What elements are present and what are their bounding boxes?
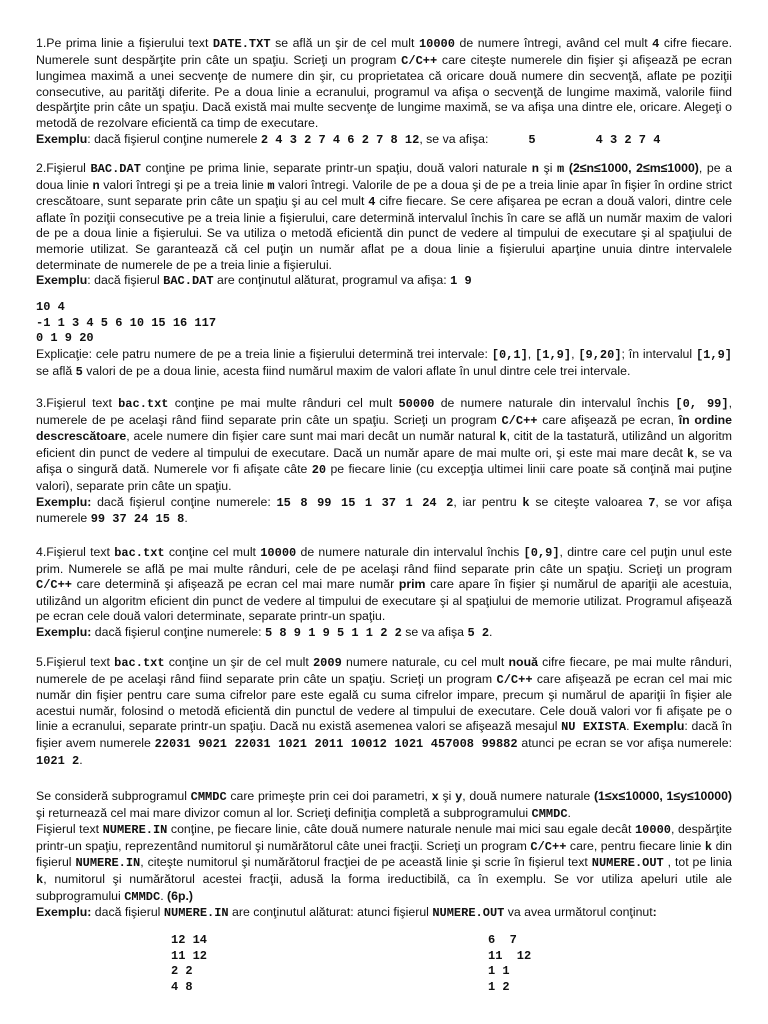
file-line: 2 2 xyxy=(171,964,193,979)
text: de numere întregi, având cel mult xyxy=(454,36,653,50)
text: valori întregi. Valorile de pe a doua şi de pe a treia linie apar în fişier în ordine strict crescătoare, sunt separate prin câte un spaţiu şi au cel mult xyxy=(36,177,732,209)
text: se citeşte valoarea xyxy=(529,494,649,509)
range: (1≤x≤10000, xyxy=(593,789,663,803)
text: , tot pe linia xyxy=(663,855,733,870)
problem-3 xyxy=(36,396,732,528)
text: care afişează pe ecran cel mai mic număr din fişier pentru care suma cifrelor pare este egală cu suma cifrelor impare, precum şi numărul de apariţii în fişier ale acestui număr, folosind o metodă eficientă din punctul de vedere al timpului de executare. Cele două valori vor fi afişate pe o linie a ecranului, separate printr-un spaţiu. Dacă nu există asemenea valori se afişează mesajul xyxy=(36,671,732,734)
text: atunci pe ecran se vor afişa numerele: xyxy=(517,735,732,750)
text: care primeşte prin cei doi parametri, xyxy=(226,789,432,803)
text: dacă fişierul conţine numerele: xyxy=(91,624,265,639)
example-label: Exemplu xyxy=(633,719,685,734)
variable: x xyxy=(431,790,439,804)
variable: k xyxy=(522,495,530,510)
filename: bac.txt xyxy=(114,656,165,670)
text: , numerele de pe acelaşi rând fiind separate prin câte un spaţiu. Scrieţi un program xyxy=(36,396,732,427)
text: , se va afişa o singură dată. Numerele vor fi afişate câte xyxy=(36,445,732,477)
number: 50000 xyxy=(398,397,435,411)
variable: k xyxy=(687,446,695,461)
text: , acele numere din fişier care sunt mai mari decât un număr natural xyxy=(126,429,500,444)
text: şi xyxy=(438,789,456,803)
text: 2.Fişierul xyxy=(36,161,91,175)
text: Fişierul text xyxy=(36,822,103,837)
problem-5 xyxy=(36,655,732,769)
number: 20 xyxy=(311,463,327,478)
example-output: 1 9 xyxy=(450,274,472,289)
text: , se va afişa: xyxy=(419,131,489,146)
emphasis: nouă xyxy=(508,655,538,669)
text: numere naturale, cu cel mult xyxy=(341,655,509,669)
example-label: Exemplu: xyxy=(36,624,92,639)
problem-1 xyxy=(36,36,732,148)
text: Explicaţie: cele patru numere de pe a treia linie a fişierului determină trei intervale: xyxy=(36,347,492,361)
filename: NUMERE.IN xyxy=(102,823,168,838)
file-line: -1 1 3 4 5 6 10 15 16 117 xyxy=(36,315,217,330)
example-output: 1021 2 xyxy=(36,753,80,768)
text: : dacă fişierul conţine numerele xyxy=(87,131,261,146)
text: . xyxy=(567,805,571,820)
input-file-content xyxy=(171,933,207,995)
text: pe fiecare linie (cu excepţia ultimei linii care poate să conţină mai puţine valori), separate prin câte un spaţiu. xyxy=(36,462,732,493)
interval: [1,9] xyxy=(695,348,732,362)
text: : xyxy=(652,905,657,920)
text: 3.Fişierul text xyxy=(36,396,119,410)
range: 2≤m≤1000) xyxy=(636,161,699,175)
variable: k xyxy=(499,430,507,445)
variable: k xyxy=(36,872,44,887)
file-line: 6 7 xyxy=(488,933,517,947)
text: conţine cel mult xyxy=(164,545,261,559)
number: 4 xyxy=(652,37,660,51)
text: conţine pe prima linie, separate printr-un spaţiu, două valori naturale xyxy=(140,161,532,175)
problem-6 xyxy=(36,789,732,922)
text: dacă fişierul conţine numerele: xyxy=(91,494,277,509)
variable: n xyxy=(92,178,100,193)
points: (6p.) xyxy=(167,888,194,903)
text: care determină şi afişează pe ecran cel mai mare număr xyxy=(72,577,399,592)
text: . xyxy=(160,888,168,903)
text: , xyxy=(571,347,579,361)
text: valori întregi şi pe a treia linie xyxy=(99,177,268,192)
interval: [0, 99] xyxy=(675,397,729,411)
text: dacă fişierul xyxy=(91,905,164,920)
text: , pe a doua linie xyxy=(36,161,732,192)
emphasis: în ordine descrescătoare xyxy=(36,412,732,444)
text: , numitorul şi numărătorul acestei fracţii, adusă la forma ireductibilă, ca în exemplu. Se vor utiliza apeluri utile ale subprogramului xyxy=(36,871,732,903)
file-line: 11 12 xyxy=(171,948,208,963)
example-file-content xyxy=(36,300,216,347)
problem-4 xyxy=(36,545,732,642)
text: şi returnează cel mai mare divizor comun al lor. Scrieţi definiţia completă a subprogramului xyxy=(36,805,532,820)
file-line: 4 8 xyxy=(171,979,193,994)
filename: bac.txt xyxy=(114,546,165,560)
text: . xyxy=(79,752,83,767)
range: (2≤n≤1000, xyxy=(568,161,632,175)
text: conţine pe mai multe rânduri cel mult xyxy=(168,396,399,410)
function-name: CMMDC xyxy=(124,889,161,904)
number: 4 xyxy=(368,195,376,210)
variable: y xyxy=(455,790,463,804)
text: 4.Fişierul text xyxy=(36,545,115,559)
number: 7 xyxy=(648,495,656,510)
text: din fişierul xyxy=(36,838,732,870)
text: Se consideră subprogramul xyxy=(36,789,191,803)
text: şi xyxy=(538,161,558,175)
text: conţine, pe fiecare linie, câte două numere naturale nenule mai mici sau egale decât xyxy=(167,822,635,837)
language: C/C++ xyxy=(496,672,533,687)
text: care citeşte numerele din fişier şi afişează pe ecran lungimea maximă a unei secvenţe de numere din şir, cu proprietatea că oricare două numere din secvenţă, aflate pe poziţii consecutive, au parităţi diferite. Pe a doua linie a ecranului, programul va afişa o secvenţă de lungime maximă, valorile fiind despărţite prin câte un spaţiu. Dacă există mai multe secvenţe de lungime maximă, se va afişa una dintre ele, oricare. Alegeţi o metodă de rezolvare eficientă ca timp de executare. xyxy=(36,52,732,130)
text: . xyxy=(184,511,188,526)
filename: NUMERE.OUT xyxy=(591,856,664,871)
text: de numere naturale din intervalul închis xyxy=(434,396,676,410)
example-label: Exemplu xyxy=(36,273,88,288)
variable: m xyxy=(267,178,275,193)
interval: [0,1] xyxy=(491,348,528,362)
text: . xyxy=(489,624,493,639)
text: , dintre care cel puţin unul este prim. Numerele se află pe mai multe rânduri, cele de pe acelaşi rând fiind separate prin câte un spaţiu. Scrieţi un program xyxy=(36,545,732,576)
output-file-content xyxy=(488,933,531,995)
language: C/C++ xyxy=(36,578,73,593)
example-output: 5 xyxy=(528,132,536,147)
filename: NUMERE.IN xyxy=(75,856,141,871)
text: se va afişa xyxy=(401,624,468,639)
function-name: CMMDC xyxy=(531,806,568,821)
variable: n xyxy=(531,162,539,176)
text: , citit de la tastatură, utilizând un algoritm eficient din punct de vedere al timpului de executare. Dacă un număr apare de mai multe ori, şi este mai mare decât xyxy=(36,429,732,460)
number: 5 xyxy=(75,364,83,379)
text: : dacă în fişier avem numerele xyxy=(36,719,733,750)
text: are conţinutul alăturat, programul va afişa: xyxy=(213,273,451,288)
filename: NUMERE.IN xyxy=(163,906,229,921)
interval: [9,20] xyxy=(578,348,622,362)
text: , se vor afişa numerele xyxy=(36,494,732,526)
example-input: 2 4 3 2 7 4 6 2 7 8 12 xyxy=(260,132,420,147)
text: conţine un şir de cel mult xyxy=(164,655,313,669)
example-output: 99 37 24 15 8 xyxy=(90,512,185,527)
text: 5.Fişierul text xyxy=(36,655,115,669)
number: 10000 xyxy=(634,823,671,838)
text: cifre fiecare. Se cere afişarea pe ecran a două valori, dintre cele aflate în poziţii consecutive pe a treia linie a fişierului, care determină intervalul închis în care se află un număr maxim de valori de pe a doua linie a fişierului. Se va utiliza o metodă eficientă din punct de vedere al timpului de executare şi al spaţiului de memorie utilizat. Se garantează că cel puţin un număr aflat pe a doua linie a fişierului aparţine unuia dintre intervalele determinate de numerele de pe a treia linie a fişierului. xyxy=(36,194,732,272)
filename: BAC.DAT xyxy=(90,162,141,176)
file-line: 1 1 xyxy=(488,964,510,979)
text: cifre fiecare. Numerele sunt despărţite prin câte un spaţiu. Scrieţi un program xyxy=(36,36,732,67)
text: se află xyxy=(36,363,76,378)
file-line: 0 1 9 20 xyxy=(36,331,94,346)
example-input: 5 8 9 1 9 5 1 1 2 2 xyxy=(264,625,402,640)
example-label: Exemplu: xyxy=(36,494,92,509)
number: 10000 xyxy=(418,37,455,51)
text: care afişează pe ecran, xyxy=(537,412,679,427)
file-line: 12 14 xyxy=(171,933,208,947)
message: NU EXISTA xyxy=(561,720,627,735)
example-label: Exemplu xyxy=(36,131,88,146)
example-output: 5 2 xyxy=(467,625,490,640)
file-line: 1 2 xyxy=(488,979,510,994)
problem-2 xyxy=(36,161,732,290)
text: are conţinutul alăturat: atunci fişierul xyxy=(228,905,433,920)
text: de numere naturale din intervalul închis xyxy=(296,545,524,559)
filename: BAC.DAT xyxy=(163,274,214,289)
text: ; în intervalul xyxy=(621,347,696,361)
example-label: Exemplu: xyxy=(36,905,92,920)
text: . xyxy=(626,719,634,734)
text: care apare în fişier şi numărul de apariţii ale acestuia, utilizând un algoritm eficient din punct de vedere al timpului de executare şi al spaţiului de memorie utilizat. Programul afişează pe ecran cele două valori determinate, separate printr-un spaţiu. xyxy=(36,577,732,624)
text: , iar pentru xyxy=(453,494,523,509)
function-name: CMMDC xyxy=(190,790,227,804)
file-line: 11 12 xyxy=(488,948,532,963)
emphasis: prim xyxy=(398,577,426,592)
text: : dacă fişierul xyxy=(87,273,164,288)
text: , despărţite printr-un spaţiu, reprezentând numitorul şi numărătorul câte unei fracţii. Scrieţi un program xyxy=(36,822,732,853)
text: , xyxy=(527,347,536,361)
range: 1≤y≤10000) xyxy=(666,789,733,803)
example-input: 22031 9021 22031 1021 2011 10012 1021 457008 99882 xyxy=(154,736,518,751)
text: cifre fiecare, pe mai multe rânduri, numerele de pe acelaşi rând fiind separate prin câte un spaţiu. Scrieţi un program xyxy=(36,655,732,686)
language: C/C++ xyxy=(530,839,567,854)
file-line: 10 4 xyxy=(36,300,65,314)
text: va avea următorul conţinut xyxy=(504,905,653,920)
text: 1.Pe prima linie a fişierului text xyxy=(36,36,213,50)
language: C/C++ xyxy=(401,53,438,68)
example-input: 15 8 99 15 1 37 1 24 2 xyxy=(276,495,454,510)
number: 2009 xyxy=(312,656,342,670)
variable: m xyxy=(557,162,565,176)
text: , citeşte numitorul şi numărătorul fracţiei de pe această linie şi scrie în fişierul text xyxy=(140,855,592,870)
text: care, pentru fiecare linie xyxy=(566,838,705,853)
number: 10000 xyxy=(260,546,297,560)
text: valori de pe a doua linie, acesta fiind numărul maxim de valori aflate în unul dintre cele trei intervale. xyxy=(82,363,631,378)
text: se află un şir de cel mult xyxy=(270,36,419,50)
variable: k xyxy=(704,839,713,854)
language: C/C++ xyxy=(501,413,538,428)
filename: bac.txt xyxy=(118,397,169,411)
interval: [0,9] xyxy=(523,546,560,560)
interval: [1,9] xyxy=(535,348,572,362)
filename: NUMERE.OUT xyxy=(432,906,505,921)
explanation xyxy=(36,347,732,380)
filename: DATE.TXT xyxy=(212,37,271,51)
example-output: 4 3 2 7 4 xyxy=(595,132,661,147)
text: , două numere naturale xyxy=(462,789,594,803)
